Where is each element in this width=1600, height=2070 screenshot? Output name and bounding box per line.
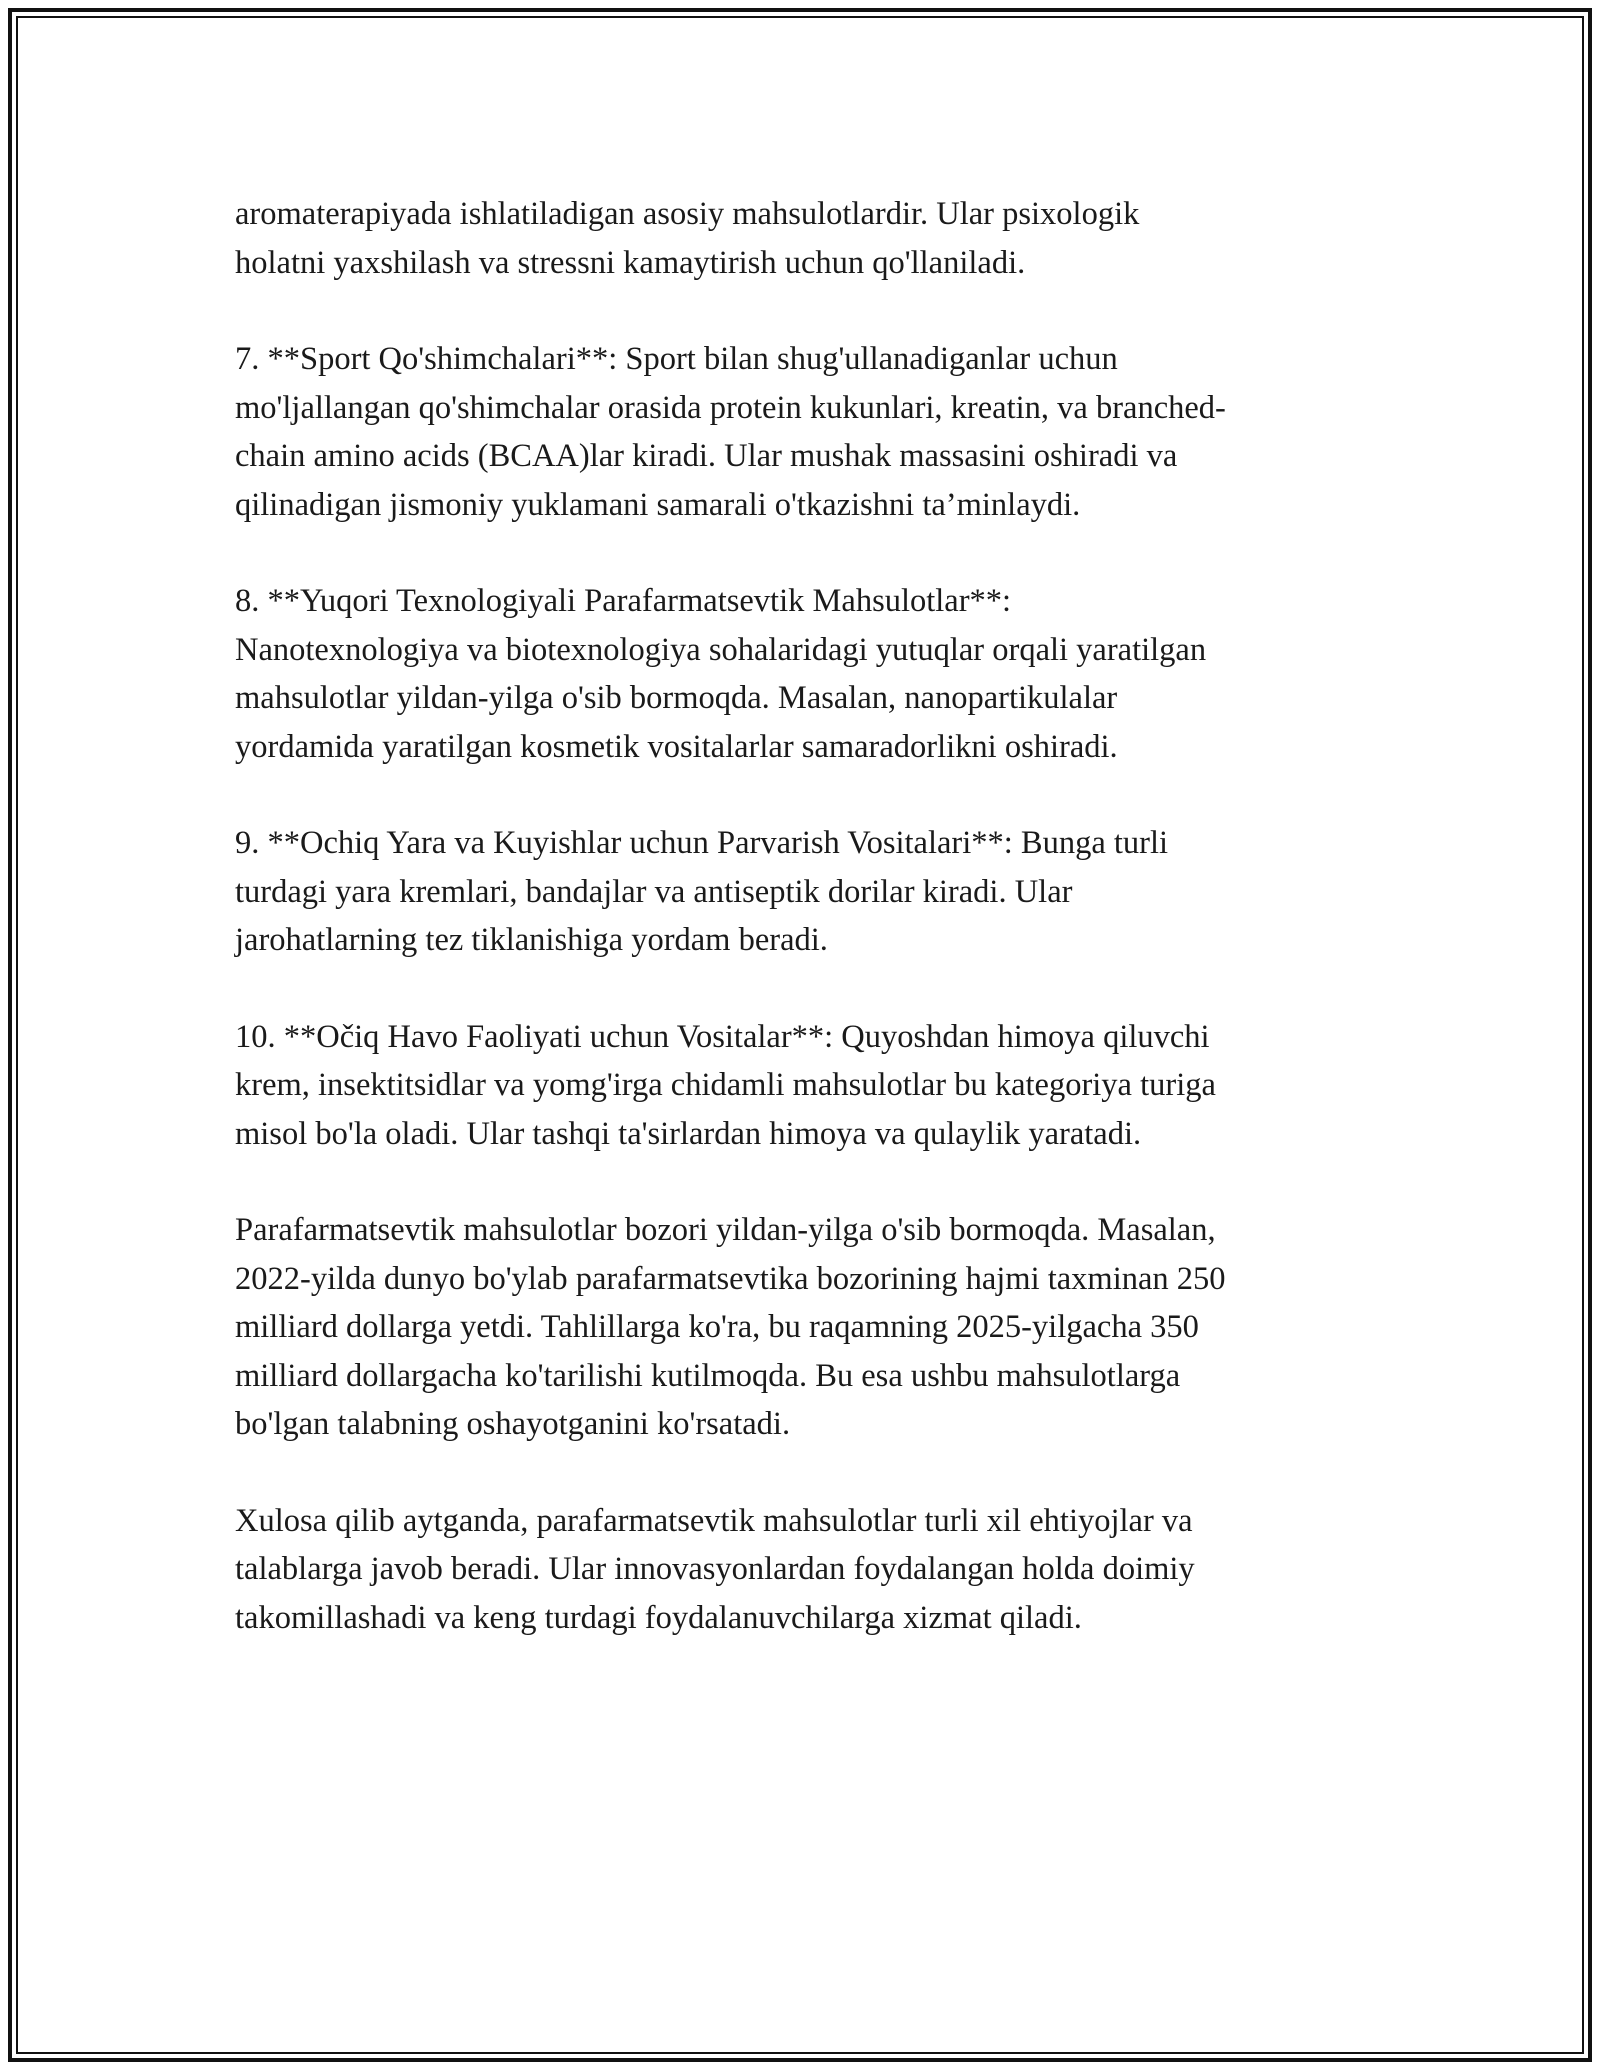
paragraph-aromatherapy-continuation: aromaterapiyada ishlatiladigan asosiy mahsulotlardir. Ular psixologik holatni yaxshilash va stressni kamaytirish uchun qo'llaniladi. [235,196,1140,281]
paragraph-item-8-high-tech-products: 8. **Yuqori Texnologiyali Parafarmatsevtik Mahsulotlar**: Nanotexnologiya va biotexnologiya sohalaridagi yutuqlar orqali yaratilgan mahsulotlar yildan-yilga o'sib bormoqda. Masalan, nanopartikulalar yordamida yaratilgan kosmetik vositalarlar samaradorlikni oshiradi. [235,583,1207,765]
paragraph-item-9-wound-care: 9. **Ochiq Yara va Kuyishlar uchun Parvarish Vositalari**: Bunga turli turdagi yara kremlari, bandajlar va antiseptik dorilar kiradi. Ular jarohatlarning tez tiklanishiga yordam beradi. [235,825,1169,958]
paragraph-market-size: Parafarmatsevtik mahsulotlar bozori yildan-yilga o'sib bormoqda. Masalan, 2022-yilda dunyo bo'ylab parafarmatsevtika bozorining hajmi taxminan 250 milliard dollarga yetdi. Tahlillarga ko'ra, bu raqamning 2025-yilgacha 350 milliard dollargacha ko'tarilishi kutilmoqda. Bu esa ushbu mahsulotlarga bo'lgan talabning oshayotganini ko'rsatadi. [235,1212,1226,1442]
paragraph-item-7-sport-supplements: 7. **Sport Qo'shimchalari**: Sport bilan shug'ullanadiganlar uchun mo'ljallangan qo'shimchalar orasida protein kukunlari, kreatin, va branched- chain amino acids (BCAA)lar kiradi. Ular mushak massasini oshiradi va qilinadigan jismoniy yuklamani samarali o'tkazishni ta’minlaydi. [235,341,1226,523]
document-body [235,190,1365,1690]
paragraph-conclusion: Xulosa qilib aytganda, parafarmatsevtik mahsulotlar turli xil ehtiyojlar va talablarga javob beradi. Ular innovasyonlardan foydalangan holda doimiy takomillashadi va keng turdagi foydalanuvchilarga xizmat qiladi. [235,1502,1195,1636]
paragraph-item-10-outdoor-activity: 10. **Očiq Havo Faoliyati uchun Vositalar**: Quyoshdan himoya qiluvchi krem, insektitsidlar va yomg'irga chidamli mahsulotlar bu kategoriya turiga misol bo'la oladi. Ular tashqi ta'sirlardan himoya va qulaylik yaratadi. [235,1018,1216,1152]
